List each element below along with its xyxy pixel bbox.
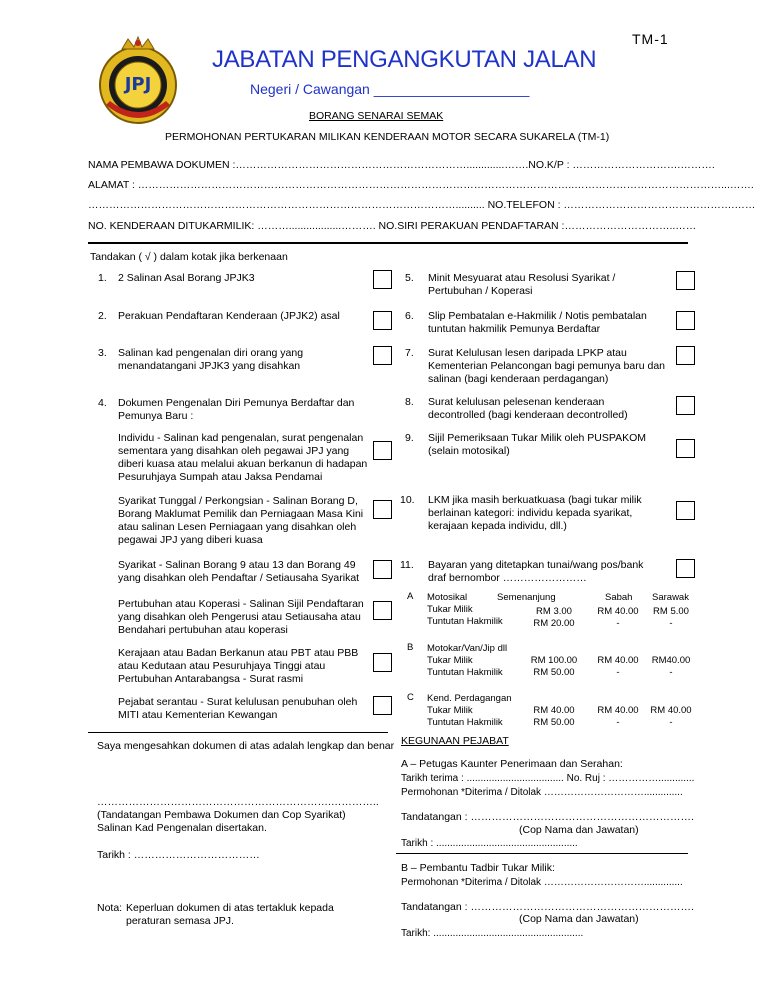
instruction-text: Tandakan ( √ ) dalam kotak jika berkenaan [90,251,288,263]
item-10-text: LKM jika masih berkuatkuasa (bagi tukar milik berlainan kategori: individu kepada syarikat, kerajaan kepada individu, dll.) [428,494,642,532]
vehicle-number-field[interactable]: NO. KENDERAAN DITUKARMILIK: ………..................………. NO.SIRI PERAKUAN PENDAFTARAN :…………………………..…… [88,220,697,232]
address-field[interactable]: ALAMAT : ……………………………………………………………………………………………………………..……………………………………...……. [88,179,754,191]
office-a-date[interactable]: Tarikh : ................................................... [401,838,578,849]
item-1-text: 2 Salinan Asal Borang JPJK3 [118,272,255,284]
fee-a-label-1: Tukar Milik [427,604,473,615]
checkbox-company[interactable] [373,560,392,579]
fee-b-vehicle: Motokar/Van/Jip dll [427,643,508,654]
checkbox-regional-office[interactable] [373,696,392,715]
fee-c-vehicle: Kend. Perdagangan [427,693,512,704]
sub-item-regional-office: Pejabat serantau - Surat kelulusan penubuhan oleh MITI atau Kementerian Kewangan [118,696,358,721]
sub-item-sole-partnership: Syarikat Tunggal / Perkongsian - Salinan Borang D, Borang Maklumat Pemilik dan Perniagaan Masa Kini atau salinan Lesen Perniagaan yang disahkan oleh pegawai JPJ yang diberi kuasa [118,495,364,546]
office-b-signature[interactable]: Tandatangan : ………………………………………………………. [401,901,694,913]
fee-c-label-1: Tukar Milik [427,705,473,716]
fee-b-letter: B [407,642,414,653]
fee-b-sab-1: RM 40.00 [597,655,639,666]
item-5-text: Minit Mesyuarat atau Resolusi Syarikat / Pertubuhan / Koperasi [428,272,616,297]
fee-b-sar-1: RM40.00 [651,655,691,666]
fee-b-sar-2: - [669,667,673,678]
checkbox-item-1[interactable] [373,270,392,289]
fee-header-sarawak: Sarawak [652,592,689,603]
fee-c-letter: C [407,692,414,703]
fee-a-sem-1: RM 3.00 [536,606,572,617]
fee-a-sem-2: RM 20.00 [533,618,575,629]
item-9-number: 9. [405,432,414,444]
checkbox-individual[interactable] [373,441,392,460]
checkbox-society[interactable] [373,601,392,620]
office-a-status[interactable]: Permohonan *Diterima / Ditolak ………………………….............. [401,787,683,798]
item-6-number: 6. [405,310,414,322]
fee-c-label-2: Tuntutan Hakmilik [427,717,503,728]
fee-b-sab-2: - [616,667,620,678]
declaration-date[interactable]: Tarikh : ……………………………… [97,849,260,861]
checkbox-item-3[interactable] [373,346,392,365]
address-phone-field[interactable]: …………………………………………………………………………………………….......... NO.TELEFON : ………………………………………….…… [88,199,756,211]
fee-b-label-1: Tukar Milik [427,655,473,666]
sub-item-individual: Individu - Salinan kad pengenalan, surat pengenalan sementara yang disahkan oleh pegawai JPJ yang diberi kuasa atau melalui akuan berkanun di hadapan Pesuruhjaya Sumpah atau Jaksa Pendamai [118,432,368,483]
fee-a-vehicle: Motosikal [427,592,468,603]
signature-caption: (Tandatangan Pembawa Dokumen dan Cop Syarikat) [97,809,346,821]
form-code: TM-1 [632,31,669,47]
item-7-number: 7. [405,347,414,359]
checkbox-item-10[interactable] [676,501,695,520]
office-b-status[interactable]: Permohonan *Diterima / Ditolak ………………………….............. [401,877,683,888]
item-4-number: 4. [98,397,107,409]
item-8-text: Surat kelulusan pelesenan kenderaan decontrolled (bagi kenderaan decontrolled) [428,396,628,421]
bearer-name-ic-field[interactable]: NAMA PEMBAWA DOKUMEN :………………………………………………………….............…….NO.K/P : ………………………….………. [88,159,715,171]
agency-title: JABATAN PENGANGKUTAN JALAN [212,46,597,73]
item-3-number: 3. [98,347,107,359]
logo-text: JPJ [124,74,152,95]
fee-header-semenanjung: Semenanjung [497,592,556,603]
office-divider [396,853,688,854]
sub-item-government: Kerajaan atau Badan Berkanun atau PBT atau PBB atau Kedutaan atau Pesuruhjaya Tinggi atau Pertubuhan Antarabangsa - Surat rasmi [118,647,359,685]
sub-item-company: Syarikat - Salinan Borang 9 atau 13 dan Borang 49 yang disahkan oleh Pendaftar / Setiausaha Syarikat [118,559,360,584]
jpj-logo [92,35,184,127]
declaration-statement: Saya mengesahkan dokumen di atas adalah lengkap dan benar [97,740,395,752]
item-4-text: Dokumen Pengenalan Diri Pemunya Berdaftar dan Pemunya Baru : [118,397,355,422]
checkbox-item-8[interactable] [676,396,695,415]
checkbox-item-11[interactable] [676,559,695,578]
fee-a-sab-2: - [616,618,620,629]
fee-c-sem-1: RM 40.00 [533,705,575,716]
item-11-number: 11. [400,559,414,571]
item-5-number: 5. [405,272,414,284]
fee-b-sem-2: RM 50.00 [533,667,575,678]
item-6-text: Slip Pembatalan e-Hakmilik / Notis pembatalan tuntutan hakmilik Pemunya Berdaftar [428,310,647,335]
item-8-number: 8. [405,396,414,408]
fee-c-sar-1: RM 40.00 [650,705,692,716]
office-b-cop: (Cop Nama dan Jawatan) [519,913,639,925]
ic-copy-note: Salinan Kad Pengenalan disertakan. [97,822,267,834]
form-type: BORANG SENARAI SEMAK [309,110,444,122]
office-a-cop: (Cop Nama dan Jawatan) [519,824,639,836]
item-1-number: 1. [98,272,107,284]
item-11-text: Bayaran yang ditetapkan tunai/wang pos/bank draf bernombor …………………… [428,559,644,584]
signature-line[interactable]: ………………………………………………………….………….. [97,796,379,808]
note-text: Keperluan dokumen di atas tertakluk kepada peraturan semasa JPJ. [126,902,334,927]
checkbox-item-6[interactable] [676,311,695,330]
divider [88,242,688,244]
item-10-number: 10. [400,494,415,506]
fee-c-sab-1: RM 40.00 [597,705,639,716]
item-2-number: 2. [98,310,107,322]
fee-b-label-2: Tuntutan Hakmilik [427,667,503,678]
office-a-title: A – Petugas Kaunter Penerimaan dan Serahan: [401,758,623,770]
fee-a-label-2: Tuntutan Hakmilik [427,616,503,627]
note-label: Nota: [97,902,123,914]
office-b-date[interactable]: Tarikh: ...................................................... [401,928,584,939]
fee-a-sar-1: RM 5.00 [653,606,689,617]
item-3-text: Salinan kad pengenalan diri orang yang menandatangani JPJK3 yang disahkan [118,347,304,372]
office-b-title: B – Pembantu Tadbir Tukar Milik: [401,862,555,874]
checkbox-item-5[interactable] [676,271,695,290]
checkbox-item-2[interactable] [373,311,392,330]
branch-field[interactable]: Negeri / Cawangan ____________________ [250,81,530,97]
fee-c-sab-2: - [616,717,620,728]
declaration-box [88,732,388,733]
fee-a-sab-1: RM 40.00 [597,606,639,617]
office-a-receipt-date[interactable]: Tarikh terima : ................................... No. Ruj : ……………............. [401,773,695,784]
sub-item-society: Pertubuhan atau Koperasi - Salinan Sijil Pendaftaran yang disahkan oleh Pengerusi atau Setiausaha atau Bendahari pertubuhan atau koperasi [118,598,364,636]
fee-header-sabah: Sabah [605,592,633,603]
item-9-text: Sijil Pemeriksaan Tukar Milik oleh PUSPAKOM (selain motosikal) [428,432,647,457]
office-a-signature[interactable]: Tandatangan : ………………………………………………………. [401,811,694,823]
checkbox-sole-partnership[interactable] [373,500,392,519]
office-use-title: KEGUNAAN PEJABAT [401,735,509,747]
form-title: PERMOHONAN PERTUKARAN MILIKAN KENDERAAN MOTOR SECARA SUKARELA (TM-1) [165,131,610,143]
fee-c-sar-2: - [669,717,673,728]
item-2-text: Perakuan Pendaftaran Kenderaan (JPJK2) asal [118,310,340,322]
checkbox-government[interactable] [373,653,392,672]
checkbox-item-7[interactable] [676,346,695,365]
item-7-text: Surat Kelulusan lesen daripada LPKP atau Kementerian Pelancongan bagi pemunya baru dan salinan (bagi kenderaan perdagangan) [428,347,666,385]
fee-a-sar-2: - [669,618,673,629]
checkbox-item-9[interactable] [676,439,695,458]
fee-c-sem-2: RM 50.00 [533,717,575,728]
fee-a-letter: A [407,591,414,602]
fee-b-sem-1: RM 100.00 [530,655,578,666]
